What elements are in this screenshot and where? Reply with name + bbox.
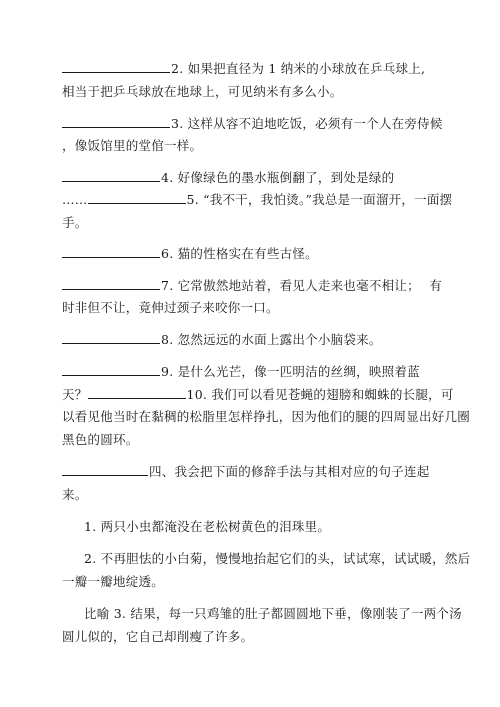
item-text: 7. 它常傲然地站着，看见人走来也毫不相让； (161, 278, 420, 293)
item-continuation: 相当于把乒乓球放在地球上，可见纳米有多么小。 (62, 84, 343, 99)
exercise-item-2-cont (62, 84, 442, 100)
section-heading-cont (62, 487, 442, 503)
item-text: 8. 忽然远远的水面上露出个小脑袋来。 (161, 332, 382, 347)
item-text: 5. “我不干，我怕烫。”我总是一面溜开，一面摆 (186, 192, 453, 207)
item-continuation: 时非但不让，竟伸过颈子来咬你一口。 (62, 300, 279, 315)
exercise-item-6 (62, 246, 442, 262)
sentence-text: 1. 两只小虫都淹没在老松树黄色的泪珠里。 (84, 519, 331, 534)
section-title: 四、我会把下面的修辞手法与其相对应的句子连起 (149, 464, 430, 479)
answer-blank[interactable] (88, 387, 186, 399)
sentence-text: 2. 不再胆怯的小白菊，慢慢地抬起它们的头，试试寒，试试暖，然后 (84, 551, 471, 566)
answer-blank[interactable] (62, 278, 160, 290)
sentence-text: 比喻 3. 结果，每一只鸡雏的肚子都圆圆地下垂，像刚装了一两个汤 (84, 606, 462, 621)
item-text: 9. 是什么光芒，像一匹明洁的丝绸，映照着蓝 (161, 364, 420, 379)
exercise-item-5-cont (62, 215, 442, 231)
answer-blank[interactable] (62, 364, 160, 376)
sentence-1 (84, 519, 464, 535)
exercise-item-5 (62, 192, 453, 208)
answer-blank[interactable] (62, 61, 170, 73)
item-tail: 有 (429, 278, 442, 293)
sentence-2-cont (62, 574, 442, 590)
exercise-item-9 (62, 364, 442, 380)
sentence-continuation: 一瓣一瓣地绽透。 (62, 574, 165, 589)
exercise-item-3-cont (62, 138, 442, 154)
exercise-item-4 (62, 170, 442, 186)
sentence-3 (84, 606, 464, 622)
exercise-item-8 (62, 332, 442, 348)
item-prefix: 天？ (62, 387, 88, 402)
exercise-item-7 (62, 278, 442, 294)
exercise-item-10 (62, 387, 454, 403)
exercise-item-10-cont (62, 409, 471, 425)
item-continuation: 以看见他当时在黏稠的松脂里怎样挣扎，因为他们的腿的四周显出好几圈 (62, 409, 471, 424)
exercise-item-2 (62, 61, 442, 77)
exercise-item-10-cont2 (62, 432, 442, 448)
section-continuation: 来。 (62, 487, 88, 502)
exercise-item-7-cont (62, 300, 442, 316)
item-text: 3. 这样从容不迫地吃饭，必须有一个人在旁侍候 (171, 116, 443, 131)
item-text: 4. 好像绿色的墨水瓶倒翻了，到处是绿的 (161, 170, 395, 185)
answer-blank[interactable] (62, 464, 148, 476)
answer-blank[interactable] (62, 170, 160, 182)
answer-blank[interactable] (88, 192, 186, 204)
item-text: 6. 猫的性格实在有些古怪。 (161, 246, 318, 261)
section-heading (62, 464, 442, 480)
answer-blank[interactable] (62, 246, 160, 258)
item-continuation: 黑色的圆环。 (62, 432, 139, 447)
item-continuation: 手。 (62, 215, 88, 230)
sentence-3-cont (62, 629, 442, 645)
item-prefix: …… (62, 192, 88, 207)
item-continuation: ，像饭馆里的堂倌一样。 (62, 138, 203, 153)
item-text: 10. 我们可以看见苍蝇的翅膀和蜘蛛的长腿，可 (186, 387, 454, 402)
sentence-continuation: 圆儿似的，它自己却削瘦了许多。 (62, 629, 254, 644)
item-text: 2. 如果把直径为 1 纳米的小球放在乒乓球上, (171, 61, 426, 76)
answer-blank[interactable] (62, 332, 160, 344)
sentence-2 (84, 551, 471, 567)
answer-blank[interactable] (62, 116, 170, 128)
exercise-item-3 (62, 116, 442, 132)
